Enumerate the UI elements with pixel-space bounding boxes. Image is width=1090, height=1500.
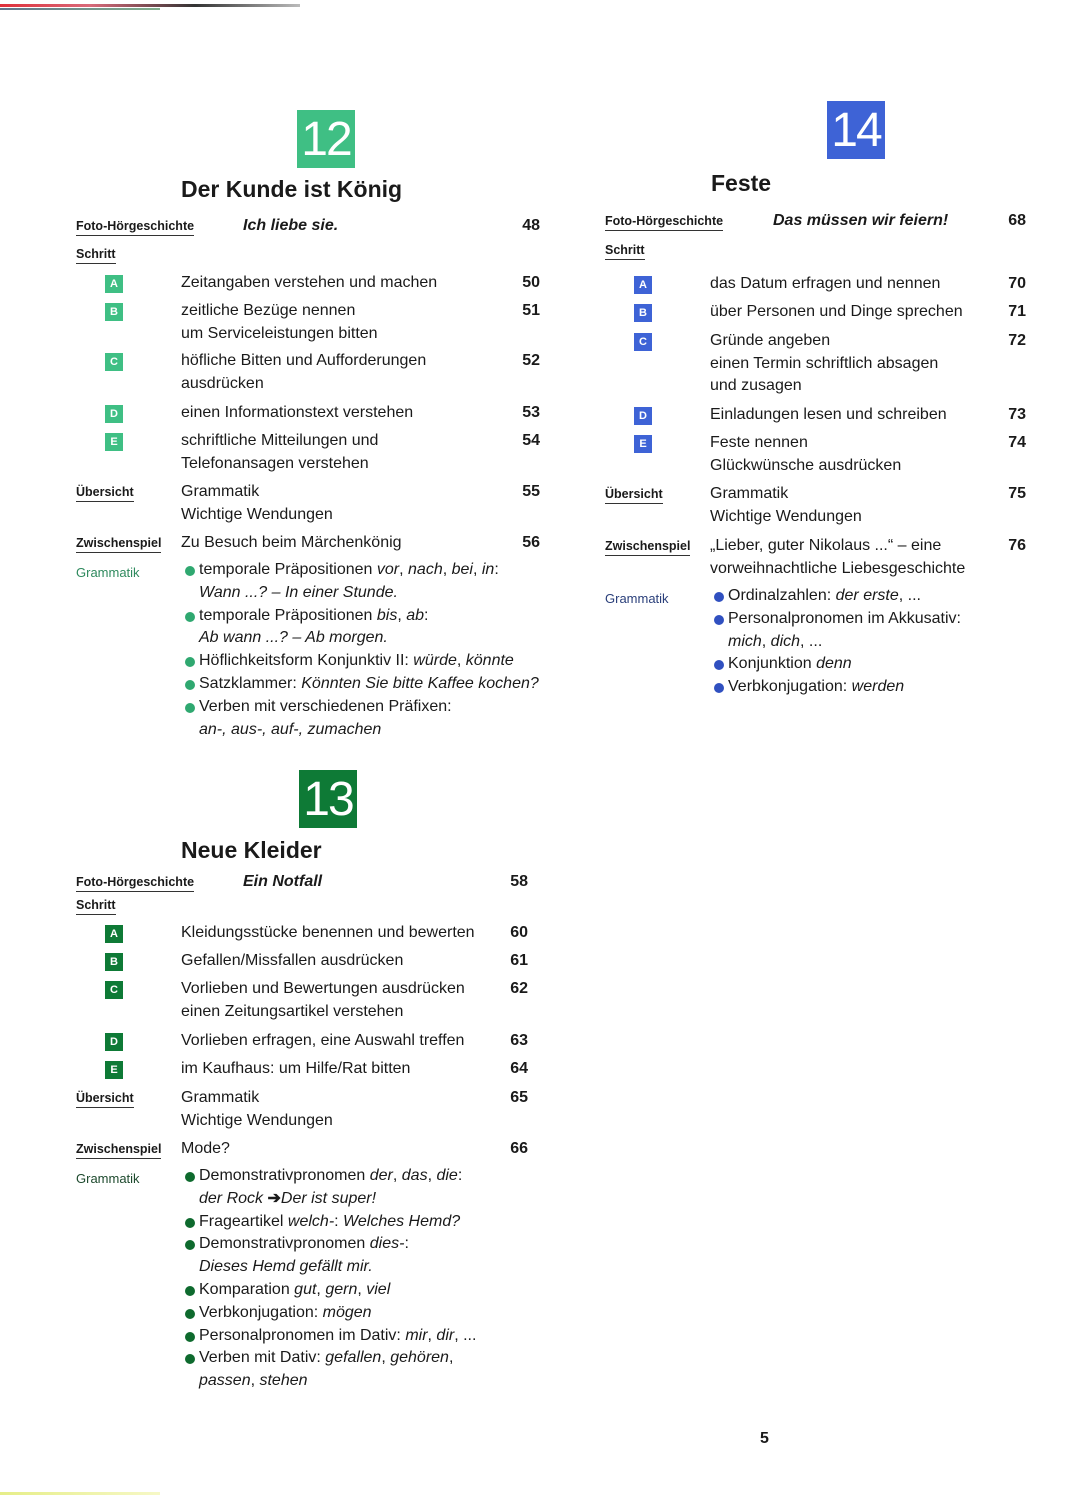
page-number-ref: 65 (510, 1089, 528, 1106)
step-c-badge: C (105, 353, 123, 371)
step-a-text[interactable]: Zeitangaben verstehen und machen (181, 274, 438, 291)
bullet-icon (714, 592, 724, 602)
zwischenspiel-label: Zwischenspiel (76, 1141, 161, 1159)
page-number-ref: 52 (522, 352, 540, 369)
page-number-ref: 75 (1008, 485, 1026, 502)
bullet-icon (185, 1309, 195, 1319)
grammatik-list (183, 559, 539, 741)
grammatik-item (183, 673, 539, 696)
lesson-title: Feste (711, 170, 772, 196)
grammatik-item-text: Konjunktion denn (728, 655, 852, 673)
decorative-top-line-secondary (0, 8, 160, 10)
step-c-text[interactable]: höfliche Bitten und Aufforderungen (181, 352, 427, 369)
grammatik-item-text: Satzklammer: Könnten Sie bitte Kaffee kochen? (199, 674, 539, 692)
grammatik-item-example: Dieses Hemd gefällt mir. (199, 1258, 373, 1276)
grammatik-item (183, 605, 539, 651)
grammatik-item (183, 1302, 476, 1325)
grammatik-item-text: temporale Präpositionen vor, nach, bei, in: (199, 561, 499, 578)
page-number-ref: 63 (510, 1032, 528, 1049)
bullet-icon (185, 612, 195, 622)
bullet-icon (185, 1354, 195, 1364)
step-b-text[interactable]: zeitliche Bezüge nennen (181, 302, 356, 319)
grammatik-item (183, 1347, 476, 1393)
step-d-badge: D (105, 1033, 123, 1051)
grammatik-item-example: der Rock ➔Der ist super! (199, 1189, 377, 1207)
step-b-text[interactable]: Gefallen/Missfallen ausdrücken (181, 952, 404, 969)
grammatik-item (183, 559, 539, 605)
grammatik-item-example: Ab wann ...? – Ab morgen. (199, 629, 388, 647)
page-number-ref: 74 (1008, 434, 1026, 451)
page-number-ref: 66 (510, 1140, 528, 1157)
grammatik-item (183, 1233, 476, 1279)
bullet-icon (185, 1172, 195, 1182)
bullet-icon (714, 615, 724, 625)
bullet-icon (714, 683, 724, 693)
zwischenspiel-label: Zwischenspiel (76, 535, 161, 553)
step-c-text[interactable]: Vorlieben und Bewertungen ausdrücken (181, 980, 465, 997)
step-b-badge: B (634, 304, 652, 322)
foto-hoergeschichte-label: Foto-Hörgeschichte (605, 213, 723, 231)
page-number-ref: 58 (510, 873, 528, 890)
grammatik-item (183, 1211, 476, 1234)
decorative-bottom-line (0, 1492, 160, 1495)
foto-hoergeschichte-title[interactable]: Ich liebe sie. (243, 217, 339, 234)
grammatik-item-text: Verben mit Dativ: gefallen, gehören, (199, 1349, 454, 1367)
grammatik-item-text: temporale Präpositionen bis, ab: (199, 606, 429, 624)
bullet-icon (185, 657, 195, 667)
uebersicht-text[interactable]: Wichtige Wendungen (710, 507, 862, 525)
zwischenspiel-text[interactable]: vorweihnachtliche Liebesgeschichte (710, 559, 966, 577)
grammatik-item-text: Demonstrativpronomen dies-: (199, 1235, 409, 1253)
uebersicht-text[interactable]: Wichtige Wendungen (181, 1111, 333, 1129)
step-a-badge: A (105, 275, 123, 293)
step-c-text[interactable]: Gründe angeben (710, 332, 831, 349)
step-c-text[interactable]: und zusagen (710, 377, 802, 394)
schritt-label: Schritt (605, 242, 645, 260)
bullet-icon (185, 1332, 195, 1342)
bullet-icon (185, 1218, 195, 1228)
page-number-ref: 53 (522, 404, 540, 421)
bullet-icon (185, 703, 195, 713)
zwischenspiel-text[interactable]: Zu Besuch beim Märchenkönig (181, 534, 402, 551)
step-e-text[interactable]: schriftliche Mitteilungen und (181, 432, 379, 449)
lesson-title: Neue Kleider (181, 837, 322, 863)
lesson-number-badge: 12 (297, 110, 355, 168)
lesson-number-badge: 14 (827, 101, 885, 159)
page-number-ref: 68 (1008, 212, 1026, 229)
step-e-text[interactable]: im Kaufhaus: um Hilfe/Rat bitten (181, 1060, 411, 1077)
uebersicht-text[interactable]: Grammatik (181, 483, 260, 500)
uebersicht-text[interactable]: Grammatik (710, 485, 789, 502)
page-number-ref: 51 (522, 302, 540, 319)
grammatik-item (183, 1165, 476, 1211)
page-number-ref: 54 (522, 432, 540, 449)
grammatik-item-text: Komparation gut, gern, viel (199, 1280, 391, 1298)
grammatik-item (712, 608, 961, 654)
page-number-ref: 55 (522, 483, 540, 500)
grammatik-item (712, 676, 961, 699)
page-number-ref: 73 (1008, 406, 1026, 423)
step-a-text[interactable]: Kleidungsstücke benennen und bewerten (181, 924, 475, 941)
page-number-ref: 76 (1008, 537, 1026, 554)
step-c-badge: C (634, 333, 652, 351)
grammatik-label: Grammatik (76, 565, 140, 580)
page-number-ref: 72 (1008, 332, 1026, 349)
grammatik-item-text: Verbkonjugation: werden (728, 678, 905, 696)
uebersicht-label: Übersicht (605, 486, 663, 504)
step-b-text[interactable]: über Personen und Dinge sprechen (710, 303, 963, 320)
grammatik-item (183, 1325, 476, 1348)
uebersicht-label: Übersicht (76, 1090, 134, 1108)
decorative-top-line (0, 4, 300, 7)
grammatik-item (183, 696, 539, 742)
step-c-badge: C (105, 981, 123, 999)
step-a-badge: A (105, 925, 123, 943)
page-number-ref: 70 (1008, 275, 1026, 292)
bullet-icon (185, 1286, 195, 1296)
step-e-text[interactable]: Feste nennen (710, 434, 808, 451)
grammatik-label: Grammatik (605, 591, 669, 606)
grammatik-item (712, 585, 961, 608)
schritt-label: Schritt (76, 897, 116, 915)
grammatik-item-example: Wann ...? – In einer Stunde. (199, 583, 398, 601)
page-number-ref: 64 (510, 1060, 528, 1077)
uebersicht-text[interactable]: Grammatik (181, 1089, 260, 1106)
step-e-badge: E (634, 435, 652, 453)
step-e-badge: E (105, 433, 123, 451)
grammatik-list (183, 1165, 476, 1393)
uebersicht-label: Übersicht (76, 484, 134, 502)
grammatik-item-text: Verbkonjugation: mögen (199, 1303, 372, 1321)
bullet-icon (185, 680, 195, 690)
grammatik-item (712, 653, 961, 676)
grammatik-item-example: mich, dich, ... (728, 632, 823, 650)
step-c-text[interactable]: ausdrücken (181, 374, 264, 392)
foto-hoergeschichte-title[interactable]: Das müssen wir feiern! (773, 212, 949, 229)
step-d-text[interactable]: Einladungen lesen und schreiben (710, 406, 947, 423)
page-number-ref: 56 (522, 534, 540, 551)
grammatik-item (183, 650, 539, 673)
step-a-text[interactable]: das Datum erfragen und nennen (710, 275, 941, 292)
step-e-badge: E (105, 1061, 123, 1079)
grammatik-item-example: an-, aus-, auf-, zumachen (199, 720, 382, 738)
grammatik-item-example: passen, stehen (199, 1372, 308, 1390)
step-d-badge: D (105, 405, 123, 423)
page-number-ref: 71 (1008, 303, 1026, 320)
grammatik-item-text: Personalpronomen im Akkusativ: (728, 609, 961, 627)
page-number: 5 (760, 1430, 769, 1447)
page-number-ref: 60 (510, 924, 528, 941)
page-number-ref: 62 (510, 980, 528, 997)
lesson-number-badge: 13 (299, 770, 357, 828)
page-number-ref: 50 (522, 274, 540, 291)
schritt-label: Schritt (76, 246, 116, 264)
grammatik-label: Grammatik (76, 1171, 140, 1186)
bullet-icon (185, 1240, 195, 1250)
foto-hoergeschichte-title[interactable]: Ein Notfall (243, 873, 323, 890)
step-e-text[interactable]: Telefonansagen verstehen (181, 454, 369, 472)
foto-hoergeschichte-label: Foto-Hörgeschichte (76, 218, 194, 236)
step-b-text[interactable]: um Serviceleistungen bitten (181, 324, 378, 342)
grammatik-item-text: Höflichkeitsform Konjunktiv II: würde, könnte (199, 652, 514, 670)
step-d-text[interactable]: einen Informationstext verstehen (181, 404, 414, 421)
zwischenspiel-text[interactable]: „Lieber, guter Nikolaus ...“ – eine (710, 537, 942, 554)
grammatik-item-text: Demonstrativpronomen der, das, die: (199, 1167, 463, 1184)
step-c-text[interactable]: einen Termin schriftlich absagen (710, 354, 939, 372)
step-d-badge: D (634, 407, 652, 425)
grammatik-item-text: Frageartikel welch-: Welches Hemd? (199, 1212, 461, 1230)
bullet-icon (714, 660, 724, 670)
grammatik-list (712, 585, 961, 699)
foto-hoergeschichte-label: Foto-Hörgeschichte (76, 874, 194, 892)
grammatik-item-text: Personalpronomen im Dativ: mir, dir, ... (199, 1326, 477, 1344)
step-c-text[interactable]: einen Zeitungsartikel verstehen (181, 1002, 404, 1020)
step-b-badge: B (105, 303, 123, 321)
step-a-badge: A (634, 276, 652, 294)
zwischenspiel-text[interactable]: Mode? (181, 1140, 230, 1157)
grammatik-item-text: Verben mit verschiedenen Präfixen: (199, 697, 452, 715)
step-b-badge: B (105, 953, 123, 971)
zwischenspiel-label: Zwischenspiel (605, 538, 690, 556)
step-e-text[interactable]: Glückwünsche ausdrücken (710, 456, 902, 474)
lesson-title: Der Kunde ist König (181, 176, 403, 202)
step-d-text[interactable]: Vorlieben erfragen, eine Auswahl treffen (181, 1032, 465, 1049)
bullet-icon (185, 566, 195, 576)
page-number-ref: 61 (510, 952, 528, 969)
page-number-ref: 48 (522, 217, 540, 234)
grammatik-item-text: Ordinalzahlen: der erste, ... (728, 587, 921, 604)
uebersicht-text[interactable]: Wichtige Wendungen (181, 505, 333, 523)
grammatik-item (183, 1279, 476, 1302)
